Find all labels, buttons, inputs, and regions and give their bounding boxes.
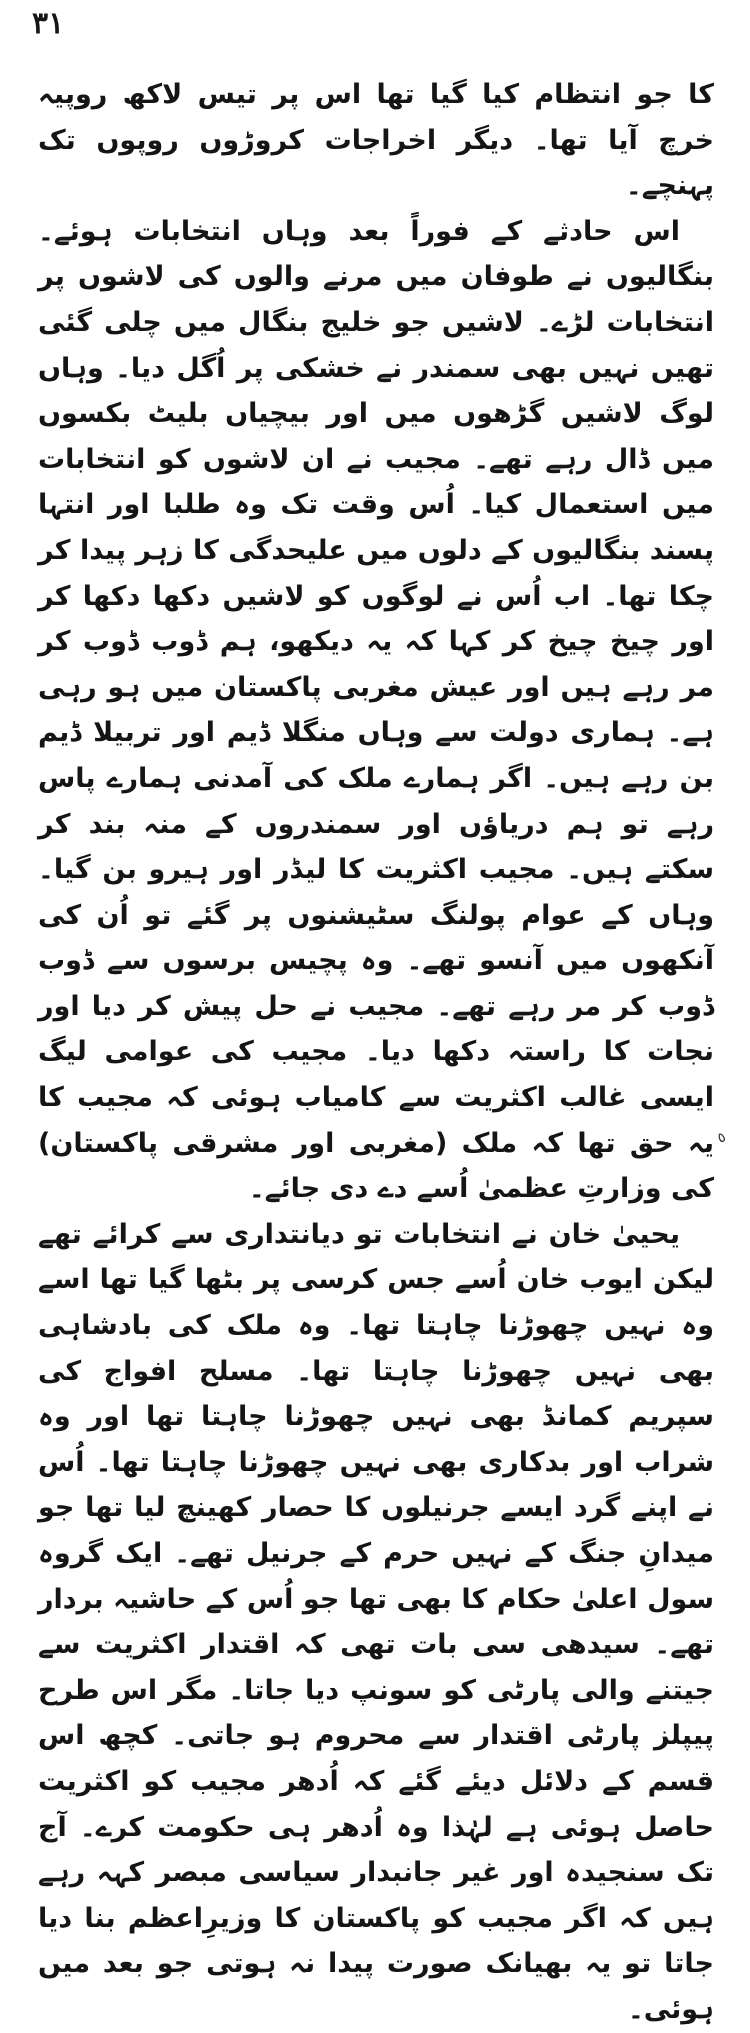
- paragraph-1: کا جو انتظام کیا گیا تھا اس پر تیس لاکھ روپیہ خرچ آیا تھا۔ دیگر اخراجات کروڑوں روپوں تک پہنچے۔: [38, 79, 714, 202]
- paragraph-3: یحییٰ خان نے انتخابات تو دیانتداری سے کرائے تھے لیکن ایوب خان اُسے جس کرسی پر بٹھا گیا تھا اسے وہ نہیں چھوڑنا چاہتا تھا۔ وہ ملک کی بادشاہی بھی نہیں چھوڑنا چاہتا تھا۔ مسلح افواج کی سپریم کمانڈ بھی نہیں چھوڑنا چاہتا تھا اور وہ شراب اور بدکاری بھی نہیں چھوڑنا چاہتا تھا۔ اُس نے اپنے گرد ایسے جرنیلوں کا حصار کھینچ لیا تھا جو میدانِ جنگ کے نہیں حرم کے جرنیل تھے۔ ایک گروہ سول اعلیٰ حکام کا بھی تھا جو اُس کے حاشیہ بردار تھے۔ سیدھی سی بات تھی کہ اقتدار اکثریت سے جیتنے والی پارٹی کو سونپ دیا جاتا۔ مگر اس طرح پیپلز پارٹی اقتدار سے محروم ہو جاتی۔ کچھ اس قسم کے دلائل دیئے گئے کہ اُدھر مجیب کو اکثریت حاصل ہوئی ہے لہٰذا وہ اُدھر ہی حکومت کرے۔ آج تک سنجیدہ اور غیر جانبدار سیاسی مبصر کہہ رہے ہیں کہ اگر مجیب کو پاکستان کا وزیرِاعظم بنا دیا جاتا تو یہ بھیانک صورت پیدا نہ ہوتی جو بعد میں ہوئی۔: [38, 1218, 714, 2025]
- margin-mark: ٥: [714, 1129, 729, 1147]
- paragraph-2: اس حادثے کے فوراً بعد وہاں انتخابات ہوئے۔ بنگالیوں نے طوفان میں مرنے والوں کی لاشوں پر انتخابات لڑے۔ لاشیں جو خلیج بنگال میں چلی گئی تھیں نہیں بھی سمندر نے خشکی پر اُگل دیا۔ وہاں لوگ لاشیں گڑھوں میں اور بیچیاں بلیٹ بکسوں میں ڈال رہے تھے۔ مجیب نے ان لاشوں کو انتخابات میں استعمال کیا۔ اُس وقت تک وہ طلبا اور انتہا پسند بنگالیوں کے دلوں میں علیحدگی کا زہر پیدا کر چکا تھا۔ اب اُس نے لوگوں کو لاشیں دکھا دکھا کر اور چیخ چیخ کر کہا کہ یہ دیکھو، ہم ڈوب ڈوب کر مر رہے ہیں اور عیش مغربی پاکستان میں ہو رہی ہے۔ ہماری دولت سے وہاں منگلا ڈیم اور تربیلا ڈیم بن رہے ہیں۔ اگر ہمارے ملک کی آمدنی ہمارے پاس رہے تو ہم دریاؤں اور سمندروں کے منہ بند کر سکتے ہیں۔ مجیب اکثریت کا لیڈر اور ہیرو بن گیا۔ وہاں کے عوام پولنگ سٹیشنوں پر گئے تو اُن کی آنکھوں میں آنسو تھے۔ وہ پچیس برسوں سے ڈوب ڈوب کر مر رہے تھے۔ مجیب نے حل پیش کر دیا اور نجات کا راستہ دکھا دیا۔ مجیب کی عوامی لیگ ایسی غالب اکثریت سے کامیاب ہوئی کہ مجیب کا یہ حق تھا کہ ملک (مغربی اور مشرقی پاکستان) کی وزارتِ عظمیٰ اُسے دے دی جائے۔: [38, 215, 714, 1205]
- page-number: ۳۱: [32, 6, 65, 41]
- body-text: [38, 72, 714, 2033]
